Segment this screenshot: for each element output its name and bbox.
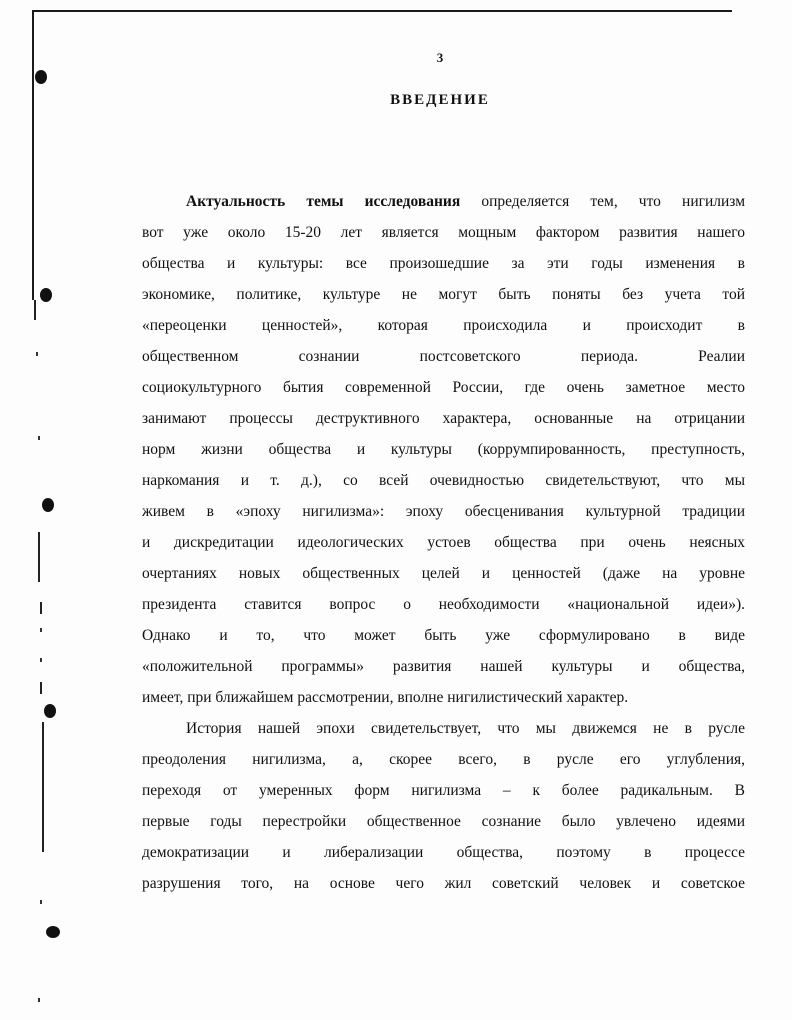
binding-hole [35, 70, 47, 84]
margin-mark [34, 300, 36, 320]
paragraph-line: общества и культуры: все произошедшие за эти годы изменения в [142, 255, 745, 272]
paragraph-line: История нашей эпохи свидетельствует, что мы движемся не в русле [186, 720, 745, 737]
paragraph-line: первые годы перестройки общественное сознание было увлечено идеями [142, 813, 745, 830]
margin-mark [38, 532, 40, 582]
page-heading: ВВЕДЕНИЕ [390, 92, 490, 108]
paragraph-line: норм жизни общества и культуры (коррумпированность, преступность, [142, 441, 745, 458]
margin-mark [40, 628, 42, 632]
paragraph-line: и дискредитации идеологических устоев общества при очень неясных [142, 534, 745, 551]
paragraph-line: демократизации и либерализации общества, поэтому в процессе [142, 844, 745, 861]
binding-hole [46, 926, 60, 938]
paragraph-line: разрушения того, на основе чего жил советский человек и советское [142, 875, 745, 892]
binding-hole [40, 288, 52, 302]
paragraph-line: вот уже около 15-20 лет является мощным фактором развития нашего [142, 224, 745, 241]
paragraph-line: социокультурного бытия современной России, где очень заметное место [142, 379, 745, 396]
paragraph-line: наркомания и т. д.), со всей очевидностью свидетельствуют, что мы [142, 472, 745, 489]
margin-mark [38, 436, 40, 440]
paragraph-line: «положительной программы» развития нашей культуры и общества, [142, 658, 745, 675]
body-text [142, 186, 745, 899]
paragraph-line: экономике, политике, культуре не могут быть поняты без учета той [142, 286, 745, 303]
margin-mark [38, 998, 40, 1002]
bold-lead: Актуальность темы исследования [186, 193, 461, 210]
paragraph-line: имеет, при ближайшем рассмотрении, вполне нигилистический характер. [142, 689, 629, 706]
margin-mark [40, 900, 42, 904]
margin-mark [40, 682, 42, 694]
paragraph-line: президента ставится вопрос о необходимости «национальной идеи»). [142, 596, 745, 613]
paragraph-line: Актуальность темы исследования определяется тем, что нигилизм [186, 193, 746, 210]
margin-mark [42, 722, 44, 852]
paragraph-line: занимают процессы деструктивного характера, основанные на отрицании [142, 410, 745, 427]
margin-mark [40, 602, 42, 614]
paragraph-line: преодоления нигилизма, а, скорее всего, в русле его углубления, [142, 751, 745, 768]
binding-hole [42, 498, 54, 512]
margin-mark [40, 658, 42, 662]
margin-mark [36, 352, 38, 356]
binding-hole [44, 704, 56, 718]
paragraph-line: переходя от умеренных форм нигилизма – к более радикальным. В [142, 782, 745, 799]
page-number: 3 [436, 50, 444, 65]
paragraph-line: живем в «эпоху нигилизма»: эпоху обесценивания культурной традиции [142, 503, 745, 520]
paragraph-line: общественном сознании постсоветского периода. Реалии [142, 348, 745, 365]
scan-border-top [32, 10, 732, 12]
paragraph-line: «переоценки ценностей», которая происходила и происходит в [142, 317, 745, 334]
paragraph-line: очертаниях новых общественных целей и ценностей (даже на уровне [142, 565, 745, 582]
paragraph-line: Однако и то, что может быть уже сформулировано в виде [142, 627, 745, 644]
